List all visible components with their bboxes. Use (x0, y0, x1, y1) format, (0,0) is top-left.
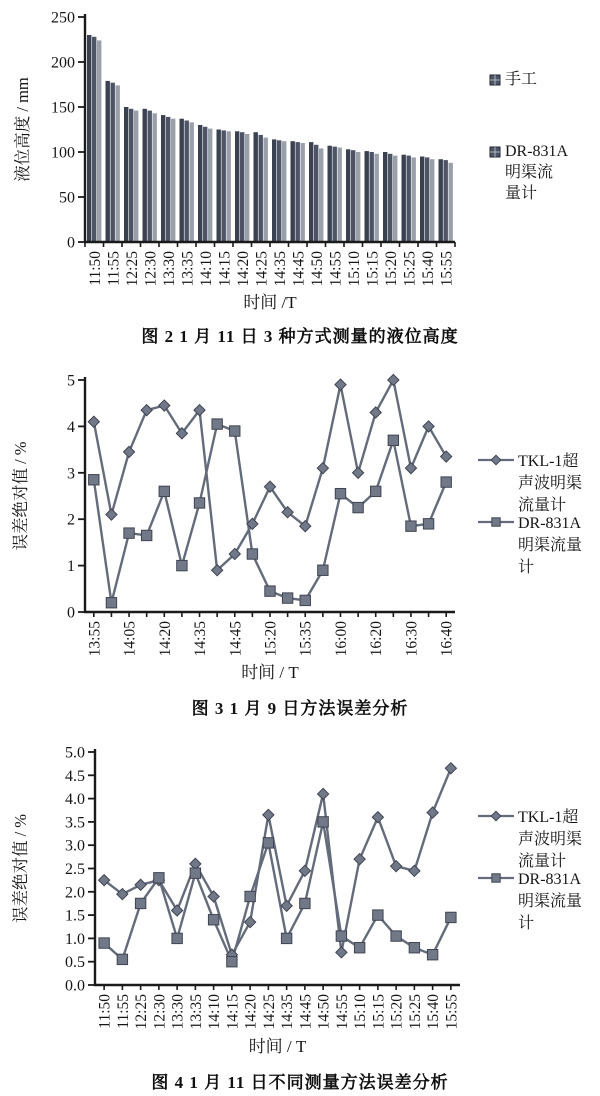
diamond-marker (106, 509, 117, 520)
diamond-marker (427, 807, 438, 818)
legend-label: 流量计 (518, 497, 567, 514)
x-tick-label: 14:15 (216, 251, 234, 287)
y-tick-label: 3.0 (65, 837, 85, 855)
x-tick-label: 14:55 (333, 994, 351, 1030)
bar (254, 132, 258, 242)
legend-item (478, 515, 582, 576)
square-marker (318, 817, 328, 827)
diamond-marker (123, 446, 134, 457)
bar (282, 141, 286, 242)
y-axis-title: 误差绝对值 / % (11, 441, 30, 551)
square-marker (336, 931, 346, 941)
bar (222, 130, 226, 242)
square-marker (177, 560, 187, 570)
diamond-marker (409, 865, 420, 876)
square-marker (141, 530, 151, 540)
bar (166, 117, 170, 242)
legend-label: 声波明渠 (518, 831, 583, 848)
y-tick-label: 1.5 (65, 907, 85, 925)
square-marker (208, 915, 218, 925)
bar (97, 40, 101, 242)
bar (407, 156, 411, 242)
square-marker (263, 838, 273, 848)
x-tick-label: 12:30 (142, 251, 160, 287)
bar (328, 146, 332, 242)
diamond-marker (263, 809, 274, 820)
bar (272, 139, 276, 242)
x-tick-label: 13:55 (86, 621, 104, 657)
x-tick-label: 15:15 (370, 994, 388, 1030)
bar (111, 83, 115, 242)
line-chart-error-jan9 (0, 360, 600, 692)
bar (430, 159, 434, 242)
bar (240, 132, 244, 242)
y-tick-label: 100 (51, 144, 75, 162)
bar (227, 131, 231, 242)
bar (217, 130, 221, 243)
legend-item (478, 451, 582, 514)
legend-label: 计 (518, 915, 535, 932)
line-chart-group (11, 373, 582, 683)
diamond-marker (441, 451, 452, 462)
x-tick-label: 14:20 (242, 994, 260, 1030)
x-tick-label: 15:25 (401, 251, 419, 287)
bar (143, 109, 147, 242)
x-tick-label: 15:25 (406, 994, 424, 1030)
x-tick-label: 14:15 (224, 994, 242, 1030)
figure-2-caption: 图 2 1 月 11 日 3 种方式测量的液位高度 (141, 327, 459, 346)
square-marker (89, 475, 99, 485)
diamond-marker (88, 416, 99, 427)
series-line-diamond (104, 768, 451, 954)
x-tick-label: 16:00 (332, 621, 350, 657)
square-marker (227, 957, 237, 967)
legend-label: 流量计 (518, 853, 567, 870)
square-marker (409, 943, 419, 953)
x-tick-label: 11:50 (86, 251, 104, 286)
bar (319, 148, 323, 242)
diamond-marker (405, 463, 416, 474)
x-tick-label: 16:20 (368, 621, 386, 657)
bar (338, 148, 342, 243)
bar (203, 127, 207, 242)
square-marker (335, 488, 345, 498)
x-tick-label: 15:10 (345, 251, 363, 287)
y-tick-label: 250 (51, 9, 75, 27)
diamond-marker (391, 861, 402, 872)
square-marker (124, 528, 134, 538)
bar-chart-group (13, 10, 569, 313)
diamond-marker (335, 379, 346, 390)
bar (356, 152, 360, 242)
legend-label: 计 (518, 559, 535, 576)
square-marker (245, 891, 255, 901)
square-marker (300, 898, 310, 908)
legend-label: 明渠流 (505, 164, 554, 181)
y-tick-label: 4 (67, 418, 75, 436)
x-tick-label: 14:10 (197, 251, 215, 287)
x-tick-label: 14:05 (121, 621, 139, 657)
y-axis-title: 液位高度 / mm (13, 77, 32, 182)
legend-label: 明渠流量 (518, 893, 583, 910)
figure-3-caption: 图 3 1 月 9 日方法误差分析 (191, 699, 409, 718)
bar (388, 154, 392, 242)
y-tick-label: 0 (67, 234, 75, 252)
diamond-marker (354, 854, 365, 865)
x-tick-label: 14:35 (271, 251, 289, 287)
square-marker (190, 868, 200, 878)
x-tick-label: 14:10 (206, 994, 224, 1030)
legend-label: TKL-1超 (518, 453, 579, 470)
x-tick-label: 11:55 (114, 994, 132, 1029)
square-marker (247, 549, 257, 559)
bar (190, 122, 194, 242)
diamond-marker (445, 763, 456, 774)
y-tick-label: 1.0 (65, 930, 85, 948)
x-tick-label: 14:20 (234, 251, 252, 287)
square-marker (172, 933, 182, 943)
diamond-marker (159, 400, 170, 411)
square-marker (194, 498, 204, 508)
diamond-marker (491, 811, 501, 821)
bar (124, 107, 128, 242)
x-axis-title: 时间 /T (243, 293, 297, 312)
square-marker (159, 486, 169, 496)
x-tick-label: 16:40 (438, 621, 456, 657)
legend-item (490, 70, 537, 88)
bar (351, 150, 355, 242)
y-tick-label: 1 (67, 558, 75, 576)
x-tick-label: 13:30 (169, 994, 187, 1030)
y-tick-label: 0.5 (65, 954, 85, 972)
square-marker (423, 519, 433, 529)
square-marker (427, 950, 437, 960)
y-tick-label: 3 (67, 465, 75, 483)
legend-label: DR-831A (518, 871, 582, 888)
bar (277, 140, 281, 242)
diamond-marker (135, 879, 146, 890)
figure-4-caption: 图 4 1 月 11 日不同测量方法误差分析 (151, 1073, 449, 1092)
bar (314, 145, 318, 242)
square-marker (441, 477, 451, 487)
bar-chart-liquid-level (0, 0, 600, 318)
square-marker (99, 938, 109, 948)
x-tick-label: 14:25 (253, 251, 271, 287)
bar (264, 138, 268, 242)
bar (134, 111, 138, 242)
x-tick-label: 12:25 (133, 994, 151, 1030)
bar (92, 37, 96, 242)
x-tick-label: 13:35 (179, 251, 197, 287)
bar (383, 152, 387, 242)
bar (235, 131, 239, 242)
line-chart-group (11, 745, 582, 1057)
square-marker (371, 486, 381, 496)
bar (449, 163, 453, 242)
square-marker (154, 873, 164, 883)
diamond-marker (318, 788, 329, 799)
bar (291, 141, 295, 242)
legend-label: 声波明渠 (518, 475, 583, 492)
x-tick-label: 15:55 (438, 251, 456, 287)
diamond-marker (141, 405, 152, 416)
y-tick-label: 2.5 (65, 861, 85, 878)
x-tick-label: 14:50 (315, 994, 333, 1030)
diamond-marker (423, 421, 434, 432)
bar (161, 115, 165, 242)
diamond-marker (372, 812, 383, 823)
bar (439, 159, 443, 242)
bar (87, 35, 91, 242)
y-tick-label: 0.0 (65, 977, 85, 995)
y-tick-label: 5.0 (65, 744, 85, 762)
bar (333, 147, 337, 242)
x-tick-label: 11:55 (105, 251, 123, 286)
square-marker (117, 954, 127, 964)
y-tick-label: 2 (67, 511, 75, 529)
y-tick-label: 50 (59, 189, 75, 207)
y-tick-label: 2.0 (65, 884, 85, 902)
square-marker (492, 518, 500, 526)
x-tick-label: 14:45 (297, 994, 315, 1030)
y-tick-label: 150 (51, 99, 75, 117)
bar (185, 121, 189, 243)
bar (309, 142, 313, 242)
bar (375, 154, 379, 242)
bar (180, 119, 184, 242)
x-tick-label: 14:45 (290, 251, 308, 287)
x-tick-label: 15:10 (352, 994, 370, 1030)
x-tick-label: 15:20 (388, 994, 406, 1030)
y-tick-label: 0 (67, 604, 75, 622)
square-marker (282, 593, 292, 603)
square-marker (406, 521, 416, 531)
square-marker (230, 426, 240, 436)
bar (148, 111, 152, 242)
legend-label: 量计 (505, 185, 538, 202)
square-marker (318, 565, 328, 575)
square-marker (135, 898, 145, 908)
square-marker (373, 910, 383, 920)
square-marker (300, 595, 310, 605)
bar (259, 135, 263, 242)
bar (153, 113, 157, 242)
diamond-marker (245, 916, 256, 927)
bar (365, 151, 369, 242)
diamond-marker (281, 900, 292, 911)
y-tick-label: 5 (67, 372, 75, 390)
diamond-marker (208, 891, 219, 902)
x-tick-label: 14:35 (192, 621, 210, 657)
square-marker (388, 435, 398, 445)
x-tick-label: 11:50 (96, 994, 114, 1029)
diamond-marker (352, 467, 363, 478)
diamond-marker (388, 374, 399, 385)
series-line-square (94, 424, 446, 603)
bar (402, 155, 406, 242)
x-tick-label: 12:25 (123, 251, 141, 287)
x-tick-label: 15:20 (262, 621, 280, 657)
legend-label: 明渠流量 (518, 537, 583, 554)
bar (420, 157, 424, 243)
legend-item (478, 807, 582, 870)
bar (129, 109, 133, 242)
square-marker (212, 419, 222, 429)
bar (171, 119, 175, 242)
bar (412, 157, 416, 242)
bar (106, 81, 110, 242)
square-marker (106, 598, 116, 608)
legend-label: DR-831A (518, 515, 582, 532)
x-tick-label: 14:50 (308, 251, 326, 287)
legend-label: TKL-1超 (518, 809, 579, 826)
bar (444, 160, 448, 242)
x-tick-label: 15:15 (364, 251, 382, 287)
square-marker (446, 912, 456, 922)
bar (370, 152, 374, 242)
diamond-marker (299, 865, 310, 876)
square-marker (354, 943, 364, 953)
diamond-marker (172, 905, 183, 916)
bar (346, 149, 350, 242)
x-tick-label: 13:35 (187, 994, 205, 1030)
legend-item (490, 143, 569, 202)
legend-label: DR-831A (505, 143, 569, 160)
bar (425, 157, 429, 242)
bar (208, 129, 212, 242)
legend-label: 手工 (505, 71, 538, 88)
bar (301, 143, 305, 242)
y-tick-label: 4.5 (65, 767, 85, 785)
y-tick-label: 4.0 (65, 791, 85, 809)
diamond-marker (317, 463, 328, 474)
x-axis-title: 时间 / T (248, 1037, 307, 1056)
square-marker (492, 874, 500, 882)
bar (245, 134, 249, 242)
x-tick-label: 16:30 (403, 621, 421, 657)
bar (198, 125, 202, 242)
diamond-marker (491, 455, 501, 465)
line-chart-error-jan11 (0, 730, 600, 1066)
legend-item (478, 871, 582, 932)
bar (296, 142, 300, 242)
x-tick-label: 14:25 (260, 994, 278, 1030)
x-tick-label: 14:55 (327, 251, 345, 287)
x-tick-label: 14:45 (227, 621, 245, 657)
x-tick-label: 15:35 (297, 621, 315, 657)
x-tick-label: 14:20 (156, 621, 174, 657)
x-tick-label: 15:40 (419, 251, 437, 287)
x-tick-label: 15:20 (382, 251, 400, 287)
x-tick-label: 12:30 (151, 994, 169, 1030)
square-marker (353, 502, 363, 512)
diamond-marker (336, 947, 347, 958)
diamond-marker (370, 407, 381, 418)
square-marker (281, 933, 291, 943)
x-tick-label: 15:40 (425, 994, 443, 1030)
y-axis-title: 误差绝对值 / % (11, 813, 30, 924)
x-tick-label: 13:30 (160, 251, 178, 287)
x-axis-title: 时间 / T (241, 663, 299, 682)
bar (116, 85, 120, 242)
y-tick-label: 200 (51, 54, 75, 72)
x-tick-label: 15:55 (443, 994, 461, 1030)
bar (393, 156, 397, 242)
x-tick-label: 14:35 (279, 994, 297, 1030)
square-marker (265, 586, 275, 596)
square-marker (391, 931, 401, 941)
y-tick-label: 3.5 (65, 814, 85, 832)
